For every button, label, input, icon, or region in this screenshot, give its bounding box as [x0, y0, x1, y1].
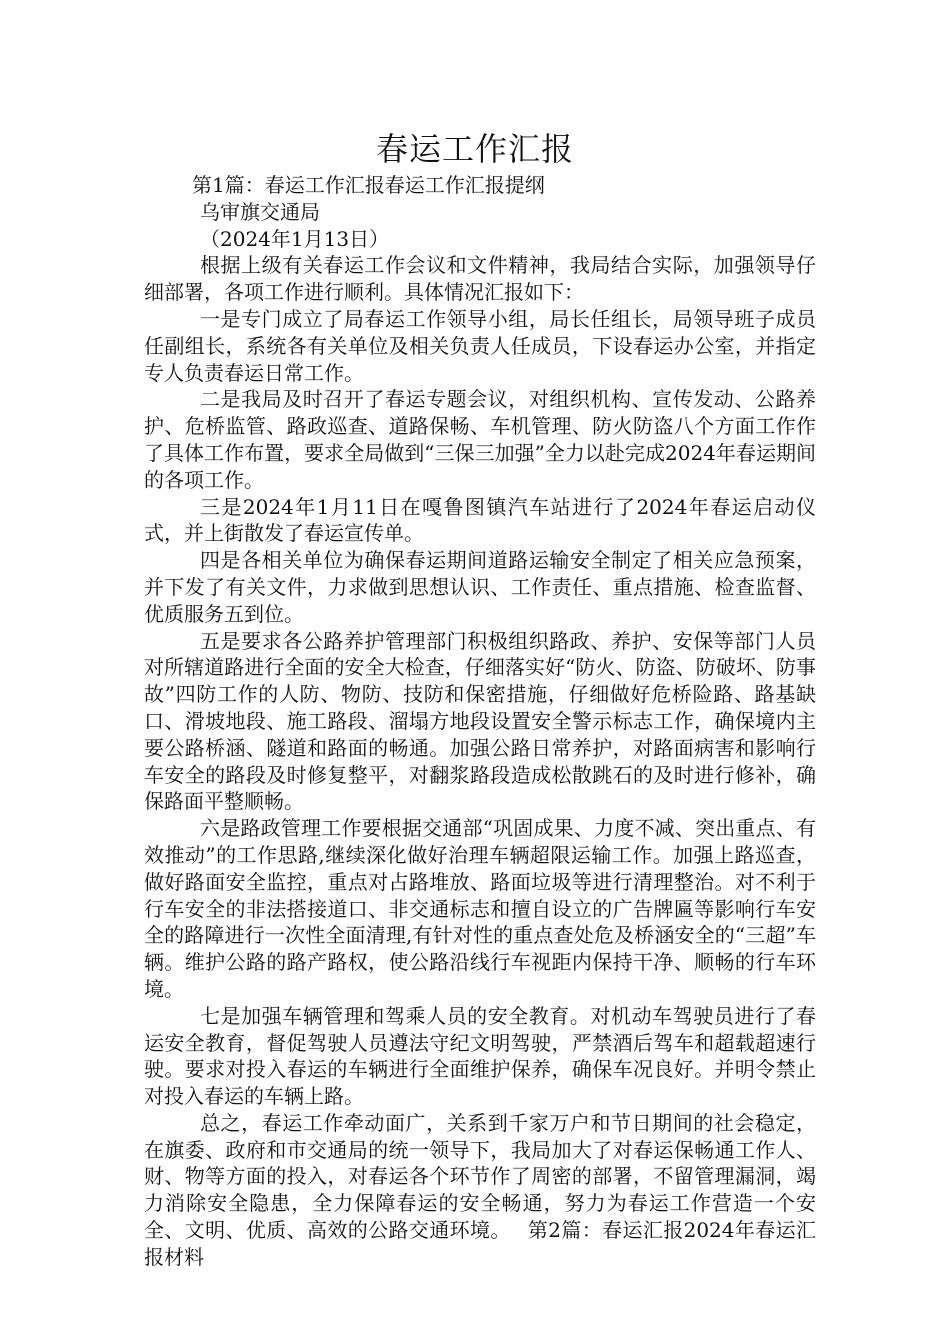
paragraph-1: 一是专门成立了局春运工作领导小组，局长任组长，局领导班子成员任副组长，系统各有关单位及相关负责人任成员，下设春运办公室，并指定专人负责春运日常工作。 — [144, 306, 816, 385]
paragraph-6: 六是路政管理工作要根据交通部“巩固成果、力度不减、突出重点、有效推动”的工作思路,继续深化做好治理车辆超限运输工作。加强上路巡查，做好路面安全监控，重点对占路堆放、路面垃圾等进行清理整治。对不利于行车安全的非法搭接道口、非交通标志和擅自设立的广告牌匾等影响行车安全的路障进行一次性全面清理,有针对性的重点查处危及桥涵安全的“三超”车辆。维护公路的路产路权，使公路沿线行车视距内保持干净、顺畅的行车环境。 — [144, 816, 816, 1001]
organization-name: 乌审旗交通局 — [200, 199, 320, 224]
paragraph-summary: 总之，春运工作牵动面广，关系到千家万户和节日期间的社会稳定，在旗委、政府和市交通局的统一领导下，我局加大了对春运保畅通工作人、财、物等方面的投入，对春运各个环节作了周密的部署，不留管理漏洞，竭力消除安全隐患，全力保障春运的安全畅通，努力为春运工作营造一个安全、文明、优质、高效的公路交通环境。 第2篇：春运汇报2024年春运汇报材料 — [144, 1110, 816, 1269]
paragraph-4: 四是各相关单位为确保春运期间道路运输安全制定了相关应急预案，并下发了有关文件，力求做到思想认识、工作责任、重点措施、检查监督、优质服务五到位。 — [144, 548, 816, 626]
paragraph-intro: 根据上级有关春运工作会议和文件精神，我局结合实际，加强领导仔细部署，各项工作进行顺利。具体情况汇报如下： — [144, 253, 816, 305]
paragraph-2: 二是我局及时召开了春运专题会议，对组织机构、宣传发动、公路养护、危桥监管、路政巡查、道路保畅、车机管理、防火防盗八个方面工作作了具体工作布置，要求全局做到“三保三加强”全力以赴完成2024年春运期间的各项工作。 — [144, 387, 816, 492]
paragraph-5: 五是要求各公路养护管理部门积极组织路政、养护、安保等部门人员对所辖道路进行全面的安全大检查，仔细落实好“防火、防盗、防破坏、防事故”四防工作的人防、物防、技防和保密措施，仔细做好危桥险路、路基缺口、滑坡地段、施工路段、溜塌方地段设置安全警示标志工作，确保境内主要公路桥涵、隧道和路面的畅通。加强公路日常养护，对路面病害和影响行车安全的路段及时修复整平，对翻浆路段造成松散跳石的及时进行修补，确保路面平整顺畅。 — [144, 628, 816, 814]
paragraph-3: 三是2024年1月11日在嘎鲁图镇汽车站进行了2024年春运启动仪式，并上街散发了春运宣传单。 — [144, 494, 816, 546]
page-title: 春运工作汇报 — [375, 130, 574, 168]
section-heading: 第1篇：春运工作汇报春运工作汇报提纲 — [192, 173, 545, 197]
document-body — [144, 172, 816, 1271]
paragraph-7: 七是加强车辆管理和驾乘人员的安全教育。对机动车驾驶员进行了春运安全教育，督促驾驶人员遵法守纪文明驾驶，严禁酒后驾车和超载超速行驶。要求对投入春运的车辆进行全面维护保养，确保车况良好。并明令禁止对投入春运的车辆上路。 — [144, 1003, 816, 1109]
report-date: （2024年1月13日） — [200, 226, 390, 251]
